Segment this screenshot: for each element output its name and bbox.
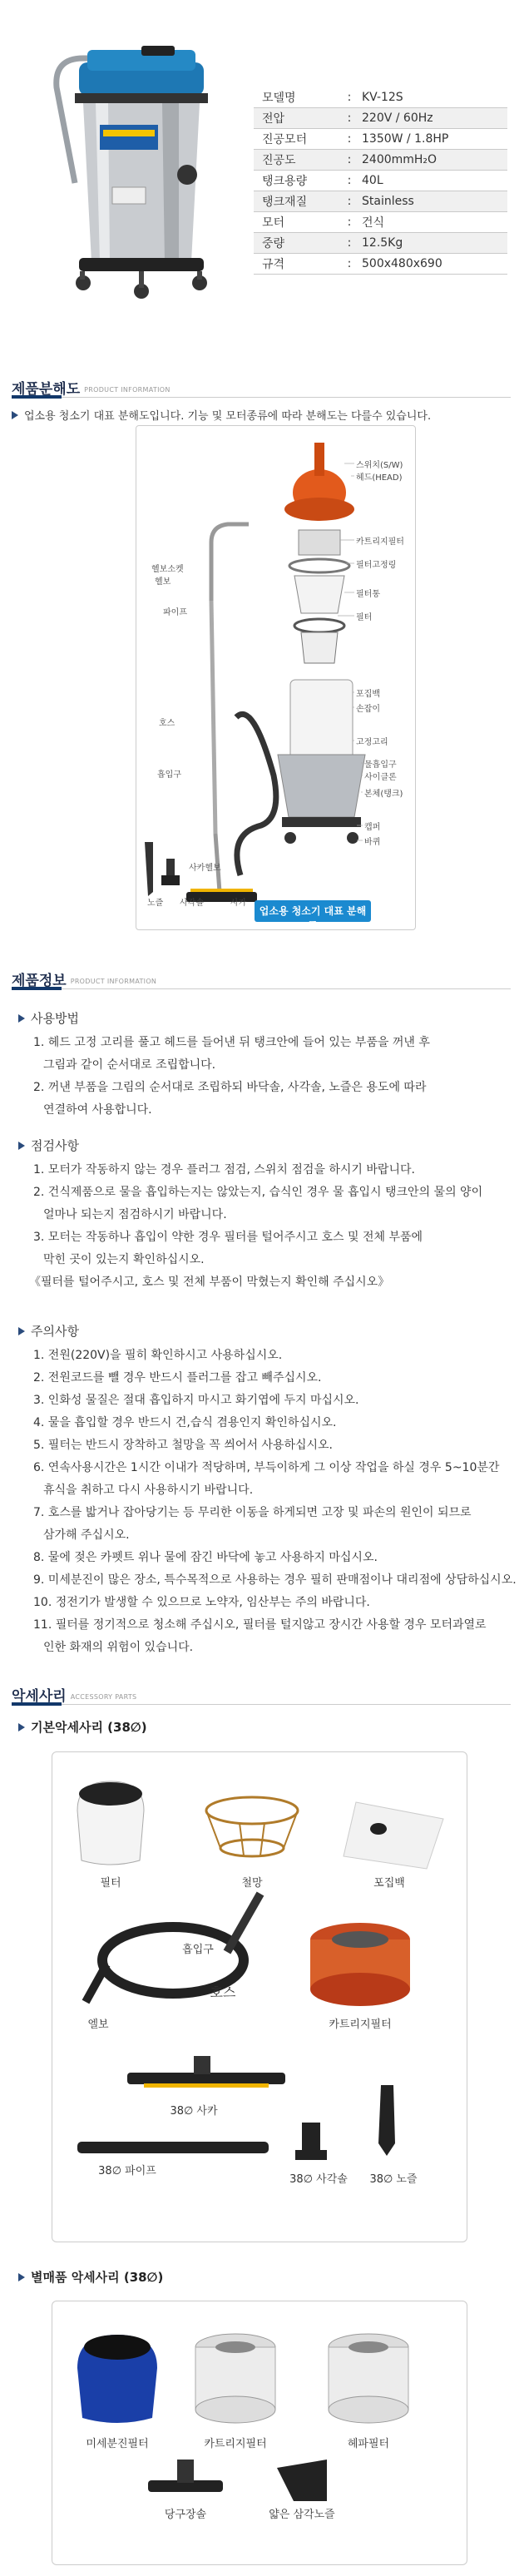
check-item: 1. 모터가 작동하지 않는 경우 플러그 점검, 스위치 점검을 하시기 바랍니다. [33,1163,415,1177]
accessory-caption: 미세분진필터 [86,2438,149,2450]
diagram-label: 사카 [230,899,247,908]
accessory-caption: 필터 [100,1877,121,1890]
spec-value: 40L [362,174,383,187]
spec-value: 1350W / 1.8HP [362,132,449,146]
section-subtitle: PRODUCT INFORMATION [84,386,171,394]
accessory-caption: 카트리지필터 [204,2438,267,2450]
diagram-label: 사이클론 [364,773,397,782]
spec-colon: : [347,174,352,187]
bullet-triangle-icon [18,1014,25,1023]
spec-row [254,129,507,150]
diagram-label: 필터통 [356,590,380,599]
spec-row [254,191,507,212]
spec-row [254,150,507,171]
spec-key: 전압 [262,112,285,126]
spec-value: 건식 [362,216,385,230]
caution-heading: 주의사항 [31,1324,79,1339]
diagram-label: 고정고리 [356,738,388,747]
check-block [18,1135,482,1294]
spec-key: 중량 [262,237,285,250]
diagram-label: 스위치(S/W) [356,461,403,470]
caution-item: 6. 연속사용시간은 1시간 이내가 적당하며, 부득이하게 그 이상 작업을 하실 경우 5~10분간 [33,1461,500,1474]
accessory-caption: 38∅ 노즐 [369,2173,418,2186]
accessory-caption: 흡입구 [182,1944,214,1956]
check-item: 3. 모터는 작동하나 흡입이 약한 경우 필터를 털어주시고 호스 및 전체 부품에 [33,1231,423,1244]
diagram-label: 바퀴 [364,838,381,847]
diagram-label: 헬보소켓 [151,565,184,574]
basic-accessory-heading: 기본악세사리 (38∅) [18,1718,147,1736]
spec-key: 탱크용량 [262,175,308,188]
check-item: 2. 건식제품으로 물을 흡입하는지는 않았는지, 습식인 경우 물 흡입시 탱크안의 물의 양이 [33,1186,483,1199]
exploded-diagram-box [136,425,416,930]
spec-row [254,87,507,108]
accessory-caption: 38∅ 사각솔 [289,2173,348,2186]
spec-row [254,171,507,191]
spec-key: 규격 [262,258,285,271]
diagram-label: 카트리지필터 [356,537,404,547]
section-title: 악세사리 [12,1688,67,1705]
bullet-triangle-icon [18,2273,25,2281]
diagram-intro: 업소용 청소기 대표 분해도입니다. 기능 및 모터종류에 따라 분해도는 다를수 있습니다. [12,407,431,423]
diagram-label: 사각솔 [180,899,204,908]
spec-row [254,254,507,275]
spec-colon: : [347,91,352,104]
extra-accessory-box [52,2301,467,2565]
section-header-product-diagram [12,377,511,402]
basic-accessory-box [52,1751,467,2242]
accessory-caption: 철망 [241,1877,263,1890]
accessory-caption: 호스 [210,1984,236,2000]
spec-key: 탱크재질 [262,196,308,209]
spec-value: 220V / 60Hz [362,111,433,125]
bullet-triangle-icon [18,1327,25,1335]
spec-colon: : [347,153,352,166]
caution-item: 1. 전원(220V)을 필히 확인하시고 사용하십시오. [33,1349,283,1362]
caution-item: 5. 필터는 반드시 장착하고 철망을 꼭 씌어서 사용하십시오. [33,1439,334,1452]
diagram-label: 헬보 [155,577,171,587]
diagram-label: 헤드(HEAD) [356,473,403,483]
caution-item: 4. 물을 흡입할 경우 반드시 건,습식 겸용인지 확인하십시오. [33,1416,337,1429]
diagram-label: 노즐 [147,899,164,908]
check-note: 《필터를 털어주시고, 호스 및 전체 부품이 막혔는지 확인해 주십시오》 [29,1276,390,1289]
spec-row [254,108,507,129]
extra-accessory-heading: 별매품 악세사리 (38∅) [18,2268,163,2286]
spec-key: 진공도 [262,154,296,167]
caution-item: 삼가해 주십시오. [43,1528,130,1542]
diagram-label: 필터 [356,613,373,622]
diagram-label: 호스 [159,719,175,728]
diagram-label: 파이프 [163,608,187,617]
accessory-caption: 38∅ 파이프 [98,2165,156,2177]
accessory-caption: 얇은 삼각노즐 [269,2509,335,2521]
caution-item: 11. 필터를 정기적으로 청소해 주십시오, 필터를 털지않고 장시간 사용할 경우 모터과열로 [33,1618,487,1632]
check-item: 얼마나 되는지 점검하시기 바랍니다. [43,1208,227,1221]
caution-item: 3. 인화성 물질은 절대 흡입하지 마시고 화기엽에 두지 마십시오. [33,1394,359,1407]
spec-table [254,87,507,275]
diagram-label: 캡퍼 [364,823,381,832]
spec-value: 500x480x690 [362,257,442,270]
spec-value: 2400mmH₂O [362,153,437,166]
section-title: 제품분해도 [12,381,81,398]
diagram-caption: 업소용 청소기 대표 분해도 [259,905,367,931]
spec-key: 모터 [262,216,285,230]
diagram-label: 물흡입구 [364,760,397,770]
spec-colon: : [347,111,352,125]
spec-colon: : [347,215,352,229]
section-header-accessory [12,1684,511,1709]
vacuum-product-image [17,8,241,316]
caution-block [18,1320,517,1659]
diagram-label: 포집백 [356,690,380,699]
exploded-diagram [136,426,417,931]
bullet-triangle-icon [18,1723,25,1731]
usage-item: 연결하여 사용합니다. [43,1103,152,1117]
usage-heading: 사용방법 [31,1011,79,1026]
caution-item: 10. 정전기가 발생할 수 있으므로 노약자, 임산부는 주의 바랍니다. [33,1596,370,1609]
diagram-label: 사카헬보 [189,864,221,873]
diagram-label: 필터고정링 [356,561,397,570]
spec-value: 12.5Kg [362,236,403,250]
caution-item: 8. 물에 젖은 카펫트 위나 물에 잠긴 바닥에 놓고 사용하지 마십시오. [33,1551,378,1564]
caution-item: 인한 화재의 위험이 있습니다. [43,1641,194,1654]
accessory-caption: 헤파필터 [347,2438,390,2450]
usage-block [18,1008,430,1122]
section-subtitle: ACCESSORY PARTS [70,1693,137,1701]
check-item: 막힌 곳이 있는지 확인하십시오. [43,1253,205,1266]
caution-item: 7. 호스를 밟거나 잡아당기는 등 무리한 이동을 하게되면 고장 및 파손의 원인이 되므로 [33,1506,472,1519]
caution-item: 휴식을 취하고 다시 사용하시기 바랍니다. [43,1484,254,1497]
spec-value: KV-12S [362,91,403,104]
spec-colon: : [347,236,352,250]
accessory-caption: 엘보 [87,2019,109,2031]
section-header-product-info [12,968,511,993]
diagram-label: 흡입구 [157,770,181,780]
section-subtitle: PRODUCT INFORMATION [70,978,157,985]
usage-item: 그림과 같이 순서대로 조립합니다. [43,1058,216,1072]
accessory-caption: 카트리지필터 [329,2019,392,2031]
check-heading: 점검사항 [31,1138,79,1153]
spec-colon: : [347,132,352,146]
spec-colon: : [347,257,352,270]
caution-item: 2. 전원코드를 뺄 경우 반드시 플러그를 잡고 빼주십시오. [33,1371,322,1385]
usage-item: 2. 꺼낸 부품을 그림의 순서대로 조립하되 바닥솔, 사각솔, 노즐은 용도에 따라 [33,1081,427,1094]
spec-row [254,233,507,254]
accessory-caption: 38∅ 사카 [170,2105,218,2118]
spec-value: Stainless [362,195,414,208]
spec-key: 진공모터 [262,133,308,146]
spec-key: 모델명 [262,92,296,105]
spec-colon: : [347,195,352,208]
usage-item: 1. 헤드 고정 고리를 풀고 헤드를 들어낸 뒤 탱크안에 들어 있는 부품을 꺼낸 후 [33,1036,430,1049]
section-title: 제품정보 [12,973,67,989]
accessory-caption: 포집백 [373,1877,405,1890]
spec-row [254,212,507,233]
diagram-label: 본체(탱크) [364,790,403,799]
bullet-triangle-icon [12,411,18,419]
diagram-label: 손잡이 [356,705,380,714]
extra-accessory-images [52,2301,468,2566]
bullet-triangle-icon [18,1142,25,1150]
caution-item: 9. 미세분진이 많은 장소, 특수목적으로 사용하는 경우 필히 판매점이나 대리점에 상담하십시오. [33,1573,517,1587]
accessory-caption: 당구장솔 [164,2509,207,2521]
